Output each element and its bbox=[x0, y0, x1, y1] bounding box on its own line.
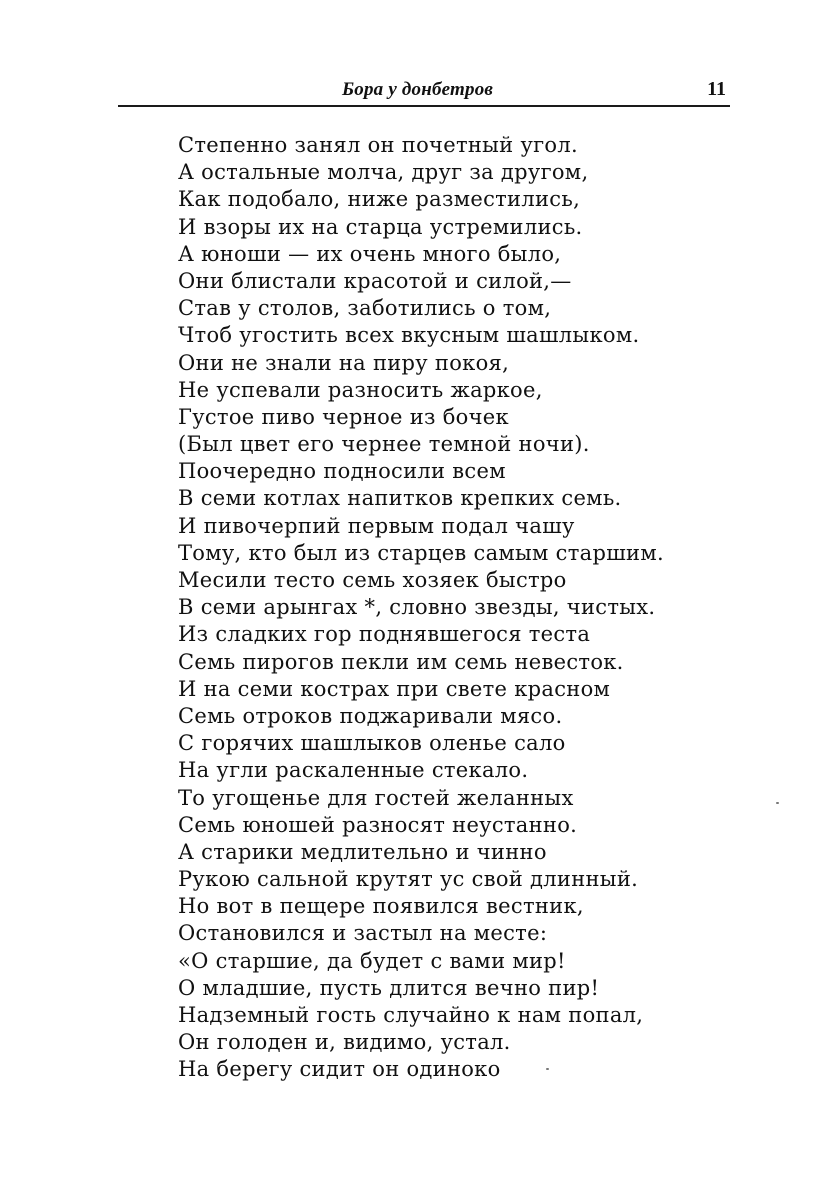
verse-line: Семь юношей разносят неустанно. bbox=[178, 812, 578, 837]
verse-line: В семи арынгах *, словно звезды, чистых. bbox=[178, 595, 656, 620]
verse-line: И взоры их на старца устремились. bbox=[178, 214, 583, 239]
verse-line: И пивочерпий первым подал чашу bbox=[178, 513, 575, 538]
verse-line: Но вот в пещере появился вестник, bbox=[178, 894, 584, 919]
verse-line: И на семи кострах при свете красном bbox=[178, 676, 611, 701]
verse-line: Остановился и застыл на месте: bbox=[178, 921, 548, 946]
verse-line: О младшие, пусть длится вечно пир! bbox=[178, 975, 600, 1000]
verse-line: Став у столов, заботились о том, bbox=[178, 296, 552, 321]
verse-line: Рукою сальной крутят ус свой длинный. bbox=[178, 867, 639, 892]
verse-line: Он голоден и, видимо, устал. bbox=[178, 1030, 511, 1055]
verse-line: «О старшие, да будет с вами мир! bbox=[178, 948, 566, 973]
verse-line: В семи котлах напитков крепких семь. bbox=[178, 486, 622, 511]
verse-line: Густое пиво черное из бочек bbox=[178, 404, 509, 429]
verse-line: Семь отроков поджаривали мясо. bbox=[178, 703, 563, 728]
header-rule bbox=[118, 105, 730, 107]
verse-line: Степенно занял он почетный угол. bbox=[178, 133, 578, 157]
verse-line: Они не знали на пиру покоя, bbox=[178, 350, 510, 375]
running-title: Бора у донбетров bbox=[342, 79, 494, 100]
verse-line: То угощенье для гостей желанных bbox=[178, 785, 574, 810]
verse-line: А старики медлительно и чинно bbox=[178, 839, 547, 864]
verse-line: А юноши — их очень много было, bbox=[178, 241, 562, 266]
page-number: 11 bbox=[707, 78, 726, 100]
verse-line: Из сладких гор поднявшегося теста bbox=[178, 622, 591, 647]
verse-line: А остальные молча, друг за другом, bbox=[178, 160, 589, 185]
running-head bbox=[118, 76, 730, 106]
poem-text bbox=[178, 132, 738, 1084]
verse-line: Надземный гость случайно к нам попал, bbox=[178, 1003, 644, 1027]
verse-line: Тому, кто был из старцев самым старшим. bbox=[178, 540, 664, 565]
verse-line: Семь пирогов пекли им семь невесток. bbox=[178, 649, 624, 674]
verse-line: Не успевали разносить жаркое, bbox=[178, 377, 543, 402]
print-speck bbox=[546, 1068, 549, 1070]
print-speck bbox=[776, 802, 779, 804]
verse-line: Поочередно подносили всем bbox=[178, 459, 506, 484]
verse-line: Чтоб угостить всех вкусным шашлыком. bbox=[178, 323, 640, 348]
verse-line: С горячих шашлыков оленье сало bbox=[178, 731, 566, 756]
verse-line: Как подобало, ниже разместились, bbox=[178, 187, 581, 212]
verse-line: (Был цвет его чернее темной ночи). bbox=[178, 432, 590, 457]
verse-line: Месили тесто семь хозяек быстро bbox=[178, 568, 567, 592]
verse-line: На берегу сидит он одиноко bbox=[178, 1057, 501, 1082]
verse-line: Они блистали красотой и силой,— bbox=[178, 268, 572, 293]
verse-line: На угли раскаленные стекало. bbox=[178, 758, 529, 783]
